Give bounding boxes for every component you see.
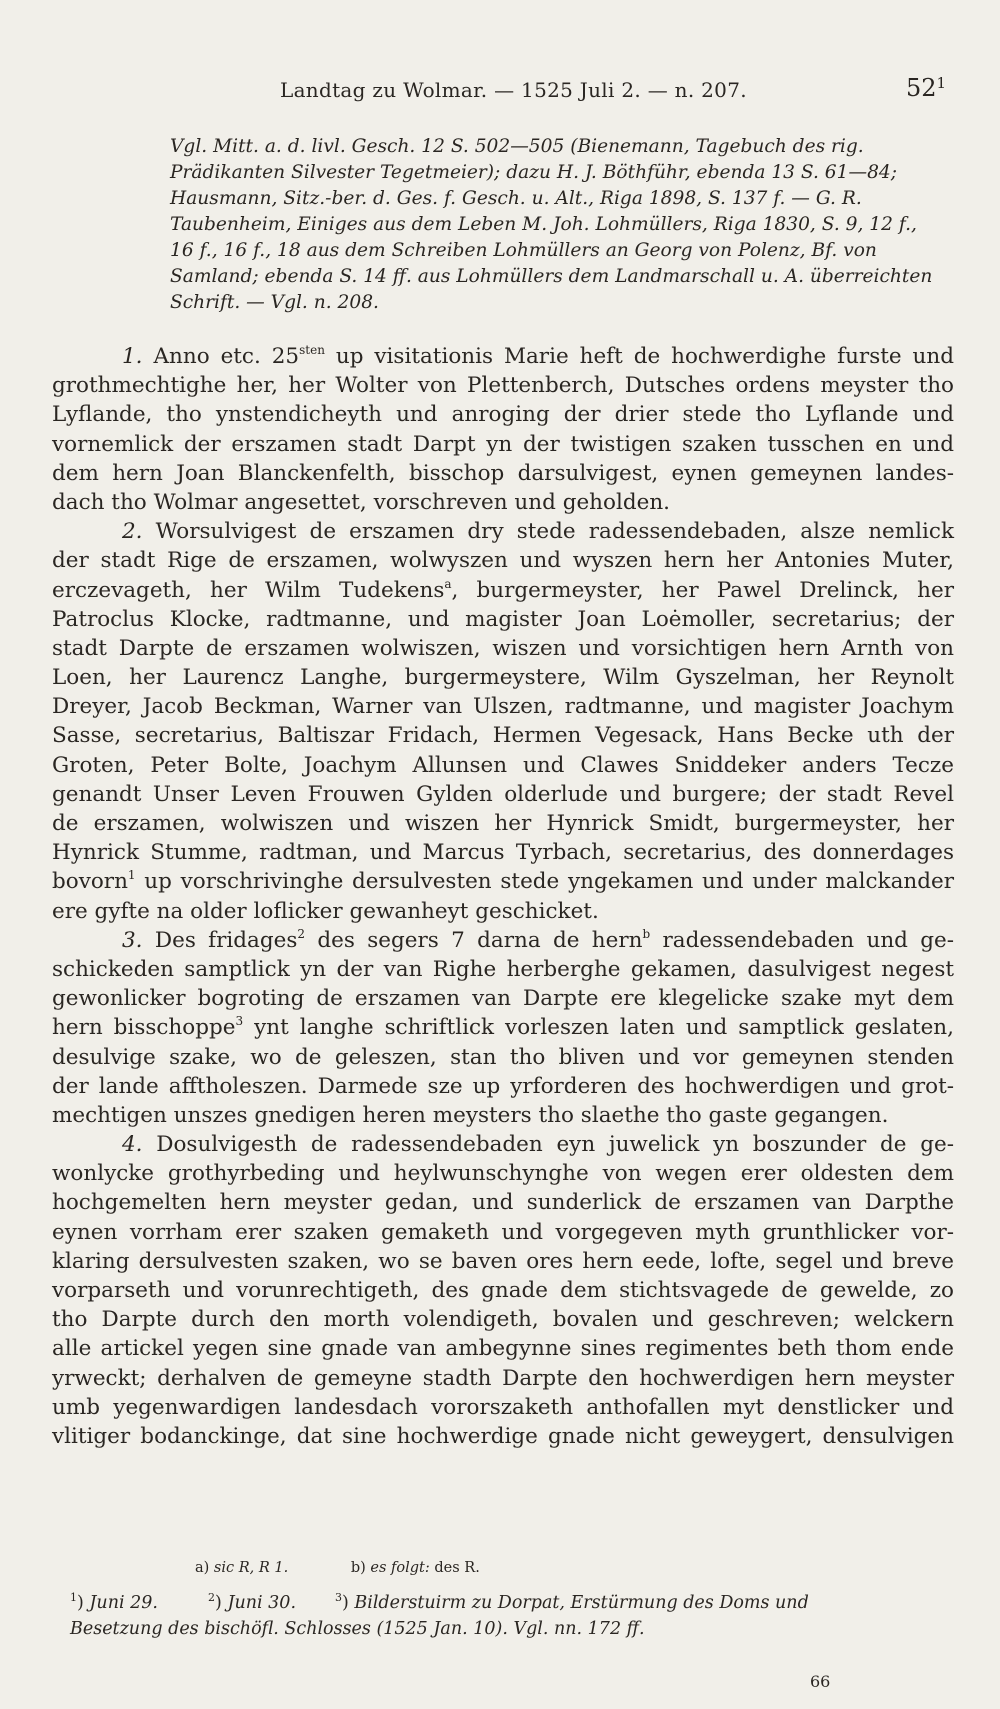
footnote-text: Juni 30. [227,1593,297,1613]
text-line: ere gyfte na older loflicker gewanheyt geschicket. [52,898,599,924]
text-line [52,867,954,896]
text-line: tho Darpte durch den morth volendigeth, bovalen und geschreven; welckern [52,1307,954,1333]
text-span: hern bisschoppe [52,1015,236,1041]
text-span: Des fridages [154,927,298,953]
footnote-line: Besetzung des bischöfl. Schlosses (1525 Jan. 10). Vgl. nn. 172 ff. [70,1619,645,1639]
text-line: Hynrick Stumme, radtman, und Marcus Tyrbach, secretarius, des donnerdages [52,840,954,866]
regest-notes [170,134,950,316]
text-line: eynen vorrham erer szaken gemaketh und vorgegeven myth grunthlicker vor- [52,1219,954,1245]
text-line: yrweckt; derhalven de gemeyne stadth Darpte den hochwerdigen hern meyster [52,1365,954,1391]
footnote-marker: 1 [127,868,136,883]
text-line: vorparseth und vorunrechtigeth, des gnade dem stichtsvagede de gewelde, zo [52,1278,954,1303]
text-line: schickeden samptlick yn der van Righe herberghe gekamen, dasulvigest negest [52,956,954,982]
page-number [906,74,946,102]
textual-notes [195,1560,480,1576]
page-number-sup: 1 [936,74,947,92]
paren: ) [341,1593,349,1613]
text-line: gewonlicker bogroting de erszamen van Darpte ere klegelicke szake myt dem [52,986,954,1012]
text-line: genandt Unser Leven Frouwen Gylden olderlude und burgere; der stadt Revel [52,781,954,807]
footnote-text: Bilderstuirm zu Dorpat, Erstürmung des Doms und [354,1593,809,1613]
text-line: hochgemelten hern meyster gedan, und sunderlick de erszamen van Darpthe [52,1190,954,1216]
regest-line: Schrift. — Vgl. n. 208. [170,292,379,313]
regest-line: Samland; ebenda S. 14 ff. aus Lohmüllers dem Landmarschall u. A. überreichten [170,266,933,287]
text-line: grothmechtighe her, her Wolter von Plettenberch, Dutsches ordens meyster tho [52,373,954,399]
text-line [52,1013,954,1042]
sheet-signature: 66 [810,1672,831,1691]
text-line: der lande afftholeszen. Darmede sze up yrforderen des hochwerdigen und grot- [52,1073,954,1099]
text-line [52,926,954,955]
text-span: radessendebaden und ge- [650,927,955,953]
footnote-number: 1 [70,1591,77,1604]
footnote-number: 3 [334,1591,342,1604]
footnote-marker: 2 [297,926,306,941]
text-span: up visitationis Marie heft de hochwerdighe furste und [324,344,954,369]
text-line: stadt Darpte de erszamen wolwiszen, wiszen und vorsichtigen hern Arnth von [52,635,954,661]
paragraph-number: 1. [122,344,143,369]
footnote-text: Juni 29. [89,1593,158,1613]
text-line: alle artickel yegen sine gnade van ambegynne sines regimentes beth thom ende [52,1336,954,1362]
text-line: mechtigen unszes gnedigen heren meysters tho slaethe tho gaste gegangen. [52,1102,889,1128]
note-text: sic R, R 1. [213,1560,289,1576]
text-line: der stadt Rige de erszamen, wolwyszen und wyszen hern her Antonies Muter, [52,548,954,574]
regest-line: Hausmann, Sitz.-ber. d. Ges. f. Gesch. u. Alt., Riga 1898, S. 137 f. — G. R. [170,188,862,209]
text-span: bovorn [52,869,128,895]
textual-note-b [351,1560,480,1576]
regest-line: Prädikanten Silvester Tegetmeier); dazu H. J. Böthführ, ebenda 13 S. 61—84; [170,162,897,183]
note-label: a) [195,1560,210,1576]
superscript: sten [299,343,325,357]
text-line: Patroclus Klocke, radtmanne, und magister Joan Loėmoller, secretarius; der [52,606,954,632]
text-line: Groten, Peter Bolte, Joachym Allunsen und Clawes Sniddeker anders Tecze [52,752,954,778]
text-line: dem hern Joan Blanckenfelth, bisschop darsulvigest, eynen gemeynen landes- [52,460,954,486]
text-line [52,1130,954,1159]
regest-line: 16 f., 16 f., 18 aus dem Schreiben Lohmüllers an Georg von Polenz, Bf. von [170,240,877,261]
text-span: up vorschrivinghe dersulvesten stede yngekamen und under malckander [135,869,954,895]
text-span: erczevageth, her Wilm Tudekens [52,577,445,603]
text-line: wonlycke grothyrbeding und heylwunschynghe von wegen erer oldesten dem [52,1161,954,1187]
paragraph-number: 3. [122,927,143,953]
page-number-main: 52 [906,74,937,102]
text-span: , burgermeyster, her Pawel Drelinck, her [451,577,954,603]
textual-note-a [195,1560,288,1576]
note-text: es folgt: [370,1560,430,1576]
paragraph-number: 2. [122,519,143,545]
note-marker: a [444,576,452,591]
text-line: Sasse, secretarius, Baltiszar Fridach, Hermen Vegesack, Hans Becke uth der [52,723,954,749]
text-span: des segers 7 darna de hern [305,927,643,953]
footnotes [70,1590,960,1642]
text-line: dach tho Wolmar angesettet, vorschreven und geholden. [52,489,671,515]
note-text: des R. [434,1560,480,1576]
running-head: Landtag zu Wolmar. — 1525 Juli 2. — n. 207. [280,78,747,102]
regest-line: Vgl. Mitt. a. d. livl. Gesch. 12 S. 502—505 (Bienemann, Tagebuch des rig. [170,136,864,157]
footnote-number: 2 [208,1591,216,1604]
text-line: desulvige szake, wo de geleszen, stan tho bliven und vor gemeynen stenden [52,1044,954,1070]
footnote-marker: 3 [235,1014,244,1029]
footnote-line [70,1590,960,1616]
text-line [52,576,954,605]
main-text [52,342,954,1451]
regest-line: Taubenheim, Einiges aus dem Leben M. Joh. Lohmüllers, Riga 1830, S. 9, 12 f., [170,214,917,235]
text-line: Loen, her Laurencz Langhe, burgermeystere, Wilm Gyszelman, her Reynolt [52,665,954,691]
text-line: Dreyer, Jacob Beckman, Warner van Ulszen, radtmanne, und magister Joachym [52,694,954,720]
text-span: Worsulvigest de erszamen dry stede radessendebaden, alsze nemlick [155,519,954,545]
text-span: ynt langhe schriftlick vorleszen laten und samptlick geslaten, [243,1015,954,1041]
text-line: umb yegenwardigen landesdach vororszaketh anthofallen myt denstlicker und [52,1394,954,1420]
note-marker: b [642,926,651,941]
text-line [52,342,954,371]
text-line: vlitiger bodanckinge, dat sine hochwerdige gnade nicht geweygert, densulvigen [52,1423,954,1449]
text-line [52,517,954,546]
text-line: vornemlick der erszamen stadt Darpt yn der twistigen szaken tusschen en und [52,431,954,457]
page-header [0,74,1000,108]
paren: ) [215,1593,222,1613]
note-label: b) [350,1560,366,1576]
paragraph-number: 4. [122,1132,143,1158]
text-line: klaring dersulvesten szaken, wo se baven ores hern eede, lofte, segel und breve [52,1248,954,1274]
text-span: Dosulvigesth de radessendebaden eyn juwelick yn boszunder de ge- [156,1132,954,1158]
text-line: Lyflande, tho ynstendicheyth und anroging der drier stede tho Lyflande und [52,402,954,428]
paren: ) [77,1593,84,1613]
text-line: de erszamen, wolwiszen und wiszen her Hynrick Smidt, burgermeyster, her [52,811,954,836]
text-span: Anno etc. 25 [153,344,300,369]
